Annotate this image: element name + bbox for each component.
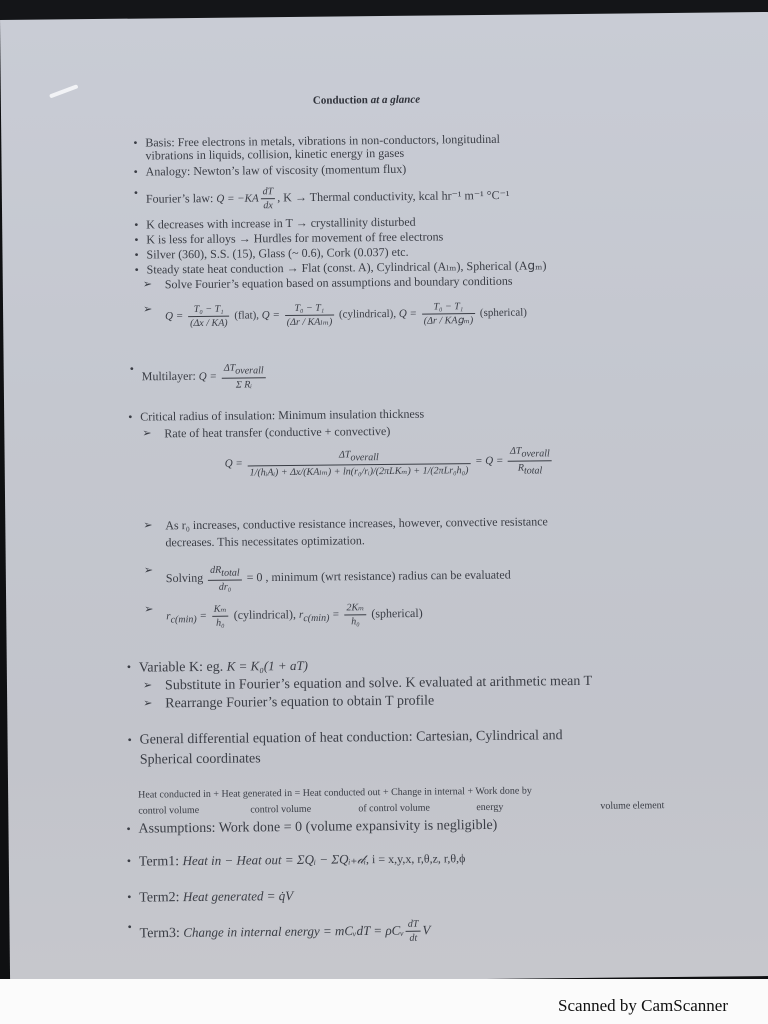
document-page [0,12,768,984]
scanner-watermark: Scanned by CamScanner [558,996,728,1015]
bullet-steady: • Steady state heat conduction → Flat (const. A), Cylindrical (Aₗₘ), Spherical (A𝗀ₘ) [147,259,547,276]
energy-balance: Heat conducted in + Heat generated in = Heat conducted out + Change in internal + Work done by [138,785,532,801]
bullet-k-less: • K is less for alloys → Hurdles for movement of free electrons [146,230,443,246]
sub-r-critical: ➢ $r_{c(min)}$ = $\frac{\text{Kₘ}}{\text{h₀}}$ (cylindrical), $r_{c(min)}$ = $\frac{\text{2Kₘ}}{\text{h₀}}$ (spherical) [166,601,423,631]
bullet-multilayer: • Multilayer: Q = $\frac{\Delta T_{overall}}{\text{Σ Rᵢ}}$ [142,361,268,392]
sub-q-equations: ➢ Q = $\frac{\text{T₀ − T₁}}{(\Delta x / KA)}$ (flat), Q = $\frac{\text{T₀ − T₁}}{\text{(Δr / KAₗₘ)}}$ (cylindrical), Q = $\frac{\text{T₀ − T₁}}{\text{(Δr / KA𝗀ₘ)}}$ (spherical) [165,300,527,331]
bullet-variable-k: • Variable K: eg. K = K₀(1 + aT) [139,659,308,675]
page-content [0,12,768,984]
sub-as-r0-cont: decreases. This necessitates optimization. [165,533,365,550]
bullet-term1: • Term1: Heat in − Heat out = ΣQᵢ − ΣQᵢ₊𝒹ᵢ, i = x,y,x, r,θ,z, r,θ,ϕ [139,851,466,868]
bullet-fourier: • Fourier’s law: Q = −KA $\frac{dT}{dx}$ , K → Thermal conductivity, kcal hr⁻¹ m⁻¹ °C⁻¹ [146,183,510,214]
bullet-assumptions: • Assumptions: Work done = 0 (volume expansivity is negligible) [138,819,497,836]
sub-rate: ➢ Rate of heat transfer (conductive + convective) [164,425,390,440]
bullet-basis: • Basis: Free electrons in metals, vibrations in non-conductors, longitudinal [145,133,500,150]
critical-equation: Q = $\frac{\Delta T_{overall}}{\text{1/(hᵢAᵢ) + Δx/(KAₗₘ) + ln(r₀/rᵢ)/(2πLKₘ) + 1/(2πLr₀h₀)}}$ = Q = $\frac{\Delta T_{overall}}{R_{total}}$ [225,444,555,480]
sub-substitute: ➢ Substitute in Fourier’s equation and solve. K evaluated at arithmetic mean T [165,675,592,692]
bullet-general-cont: Spherical coordinates [139,751,261,768]
sub-solve: ➢ Solve Fourier’s equation based on assumptions and boundary conditions [165,275,513,292]
sub-as-r0: ➢ As r₀ increases, conductive resistance increases, however, convective resistance [165,515,548,532]
energy-balance-labels: control volume control volume of control volume energy volume element [138,800,665,817]
bullet-values: • Silver (360), S.S. (15), Glass (~ 0.6), Cork (0.037) etc. [146,246,408,262]
bullet-term3: • Term3: Change in internal energy = mCᵥdT = ρCᵥ $\frac{dT}{dt}$ V [139,918,430,948]
sub-solving: ➢ Solving $\frac{dR_{total}}{\text{dr₀}}$ = 0 , minimum (wrt resistance) radius can be evaluated [166,561,511,595]
bullet-critical: • Critical radius of insulation: Minimum insulation thickness [140,408,424,424]
bullet-k-decrease: • K decreases with increase in T → crystallinity disturbed [146,216,416,232]
bullet-basis-cont: vibrations in liquids, collision, kinetic energy in gases [145,145,405,163]
bullet-analogy: • Analogy: Newton’s law of viscosity (momentum flux) [146,163,407,179]
bullet-term2: • Term2: Heat generated = q̇V [139,889,293,905]
sub-rearrange: ➢ Rearrange Fourier’s equation to obtain T profile [165,695,434,711]
bullet-general: • General differential equation of heat conduction: Cartesian, Cylindrical and [140,729,563,746]
page-title: Conduction at a glance [312,93,421,107]
